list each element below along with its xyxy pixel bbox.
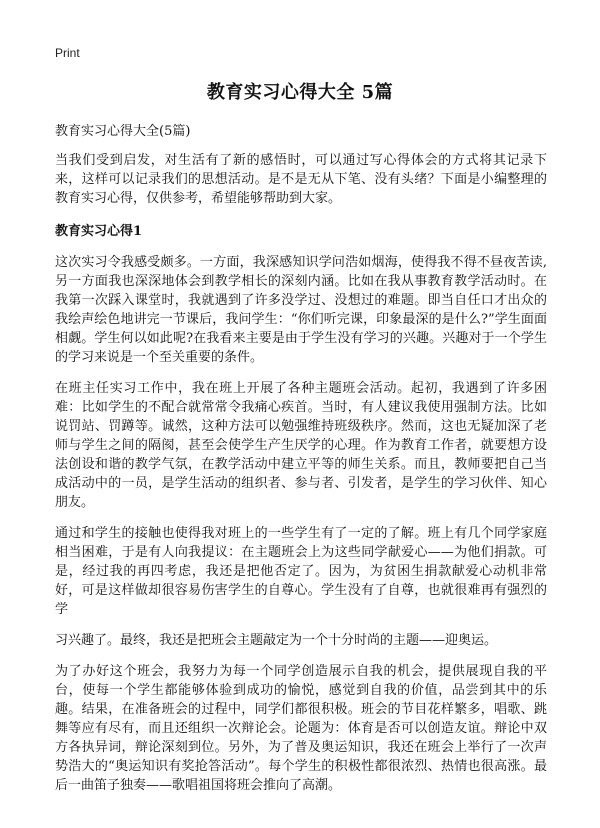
section-heading: 教育实习心得1 xyxy=(55,224,143,239)
document-title: 教育实习心得大全 5篇 xyxy=(206,82,394,103)
body-paragraph-5: 为了办好这个班会，我努力为每一个同学创造展示自我的机会，提供展现自我的平台，使每一个学生都能够体验到成功的愉悦，感觉到自我的价值，品尝到其中的乐趣。结果，在准备班会的过程中，同学们都很积极。班会的节目花样繁多，唱歌、跳舞等应有尽有，而且还组织一次辩论会。论题为：体育是否可以创造友谊。辩论中双方各执异词，辩论深刻到位。另外，为了普及奥运知识，我还在班会上举行了一次声势浩大的“奥运知识有奖抢答活动”。每个学生的积极性都很浓烈、热情也很高涨。最后一曲笛子独奏——歌唱祖国将班会推向了高潮。 xyxy=(55,664,547,793)
print-link[interactable]: Print xyxy=(55,46,80,60)
document-body xyxy=(55,122,547,807)
body-paragraph-2: 在班主任实习工作中，我在班上开展了各种主题班会活动。起初，我遇到了许多困难：比如学生的不配合就常常令我痛心疾首。当时，有人建议我使用强制方法。比如说罚站、罚蹲等。诚然，这种方法可以勉强维持班级秩序。然而，这也无疑加深了老师与学生之间的隔阂，甚至会使学生产生厌学的心理。作为教育工作者，就要想方设法创设和谐的教学气氛，在教学活动中建立平等的师生关系。而且，教师要把自己当成活动中的一员，是学生活动的组织者、参与者、引发者，是学生的学习伙伴、知心朋友。 xyxy=(55,381,547,510)
intro-paragraph: 当我们受到启发，对生活有了新的感悟时，可以通过写心得体会的方式将其记录下来，这样可以记录我们的思想活动。是不是无从下笔、没有头绪？下面是小编整理的教育实习心得，仅供参考，希望能够帮助到大家。 xyxy=(55,153,547,206)
document-subtitle: 教育实习心得大全(5篇) xyxy=(55,124,191,139)
body-paragraph-1: 这次实习令我感受颇多。一方面，我深感知识学问浩如烟海，使得我不得不昼夜苦读,另一方面我也深深地体会到教学相长的深刻内涵。比如在我从事教育教学活动时。在我第一次踩入课堂时，我就遇到了许多没学过、没想过的难题。即当自任口才出众的我绘声绘色地讲完一节课后，我问学生：“你们听完课，印象最深的是什么?”学生面面相觑。学生何以如此呢?在我看来主要是由于学生没有学习的兴趣。兴趣对于一个学生的学习来说是一个至关重要的条件。 xyxy=(55,255,547,365)
body-paragraph-3: 通过和学生的接触也使得我对班上的一些学生有了一定的了解。班上有几个同学家庭相当困难，于是有人向我提议：在主题班会上为这些同学献爱心——为他们捐款。可是，经过我的再四考虑，我还是把他否定了。因为，为贫困生捐款献爱心动机非常好，可是这样做却很容易伤害学生的自尊心。学生没有了自尊，也就很难再有强烈的学 xyxy=(55,526,547,617)
body-paragraph-4: 习兴趣了。最终，我还是把班会主题敲定为一个十分时尚的主题——迎奥运。 xyxy=(55,633,498,648)
